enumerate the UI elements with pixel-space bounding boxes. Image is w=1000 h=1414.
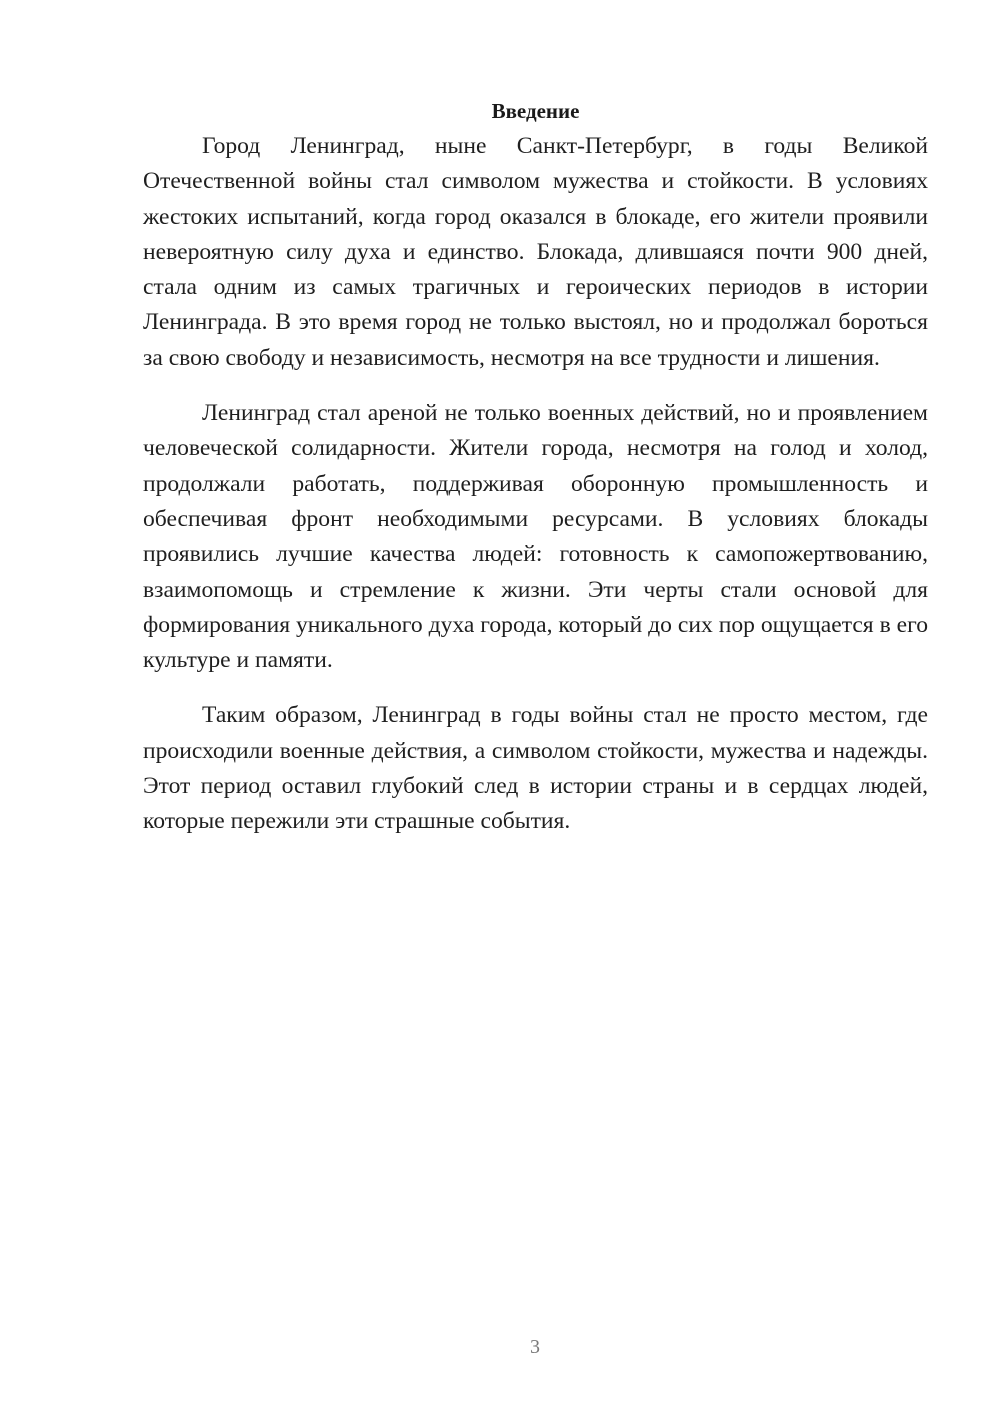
section-title: Введение xyxy=(491,99,580,123)
paragraph-2: Ленинград стал ареной не только военных действий, но и проявлением человеческой солидарности. Жители города, несмотря на голод и холод, продолжали работать, поддерживая оборонную промышленность и обеспечивая фронт необходимыми ресурсами. В условиях блокады проявились лучшие качества людей: готовность к самопожертвованию, взаимопомощь и стремление к жизни. Эти черты стали основой для формирования уникального духа города, который до сих пор ощущается в его культуре и памяти. xyxy=(143,400,928,674)
paragraph-1: Город Ленинград, ныне Санкт-Петербург, в годы Великой Отечественной войны стал символом мужества и стойкости. В условиях жестоких испытаний, когда город оказался в блокаде, его жители проявили невероятную силу духа и единство. Блокада, длившаяся почти 900 дней, стала одним из самых трагичных и героических периодов в истории Ленинграда. В это время город не только выстоял, но и продолжал бороться за свою свободу и независимость, несмотря на все трудности и лишения. xyxy=(143,133,928,371)
paragraph-3: Таким образом, Ленинград в годы войны стал не просто местом, где происходили военные действия, а символом стойкости, мужества и надежды. Этот период оставил глубокий след в истории страны и в сердцах людей, которые пережили эти страшные события. xyxy=(143,702,928,835)
page-number: 3 xyxy=(530,1336,540,1358)
page-content xyxy=(143,95,928,860)
